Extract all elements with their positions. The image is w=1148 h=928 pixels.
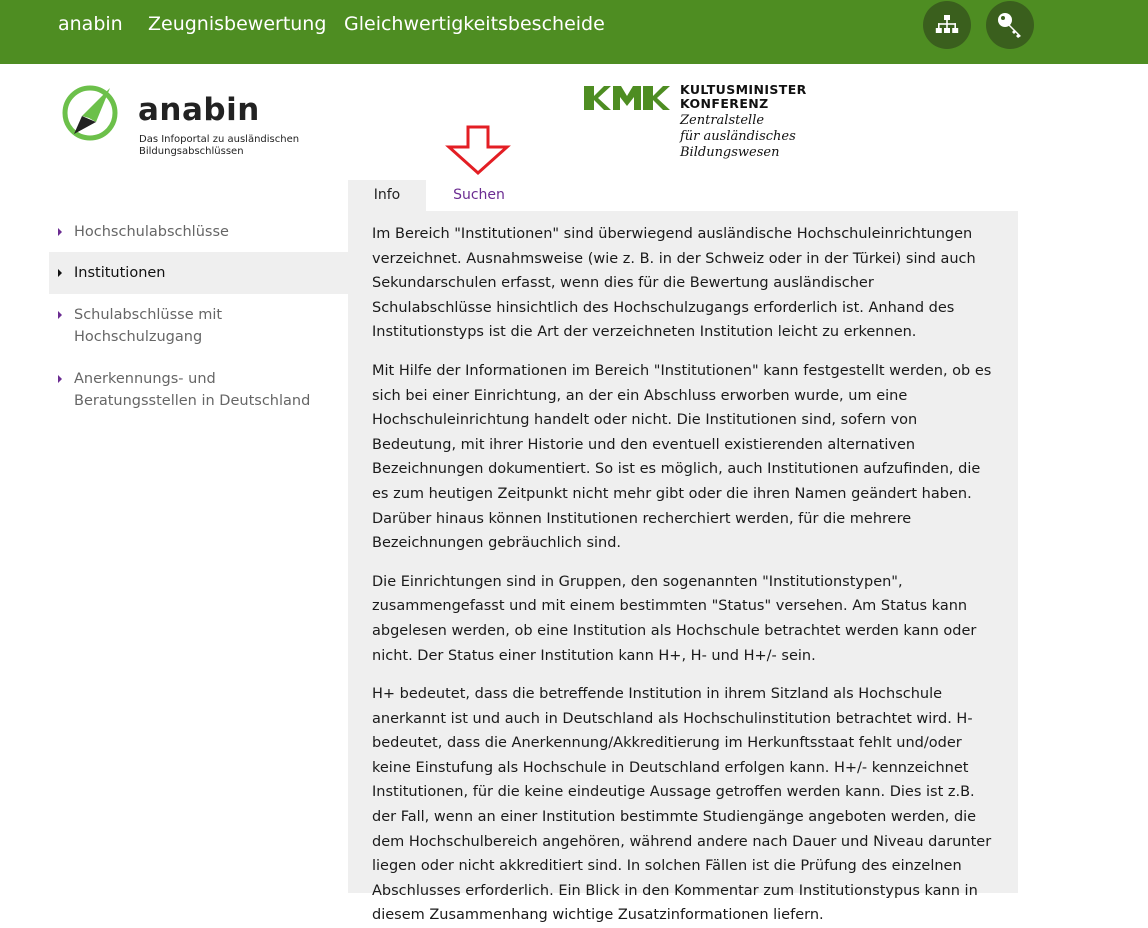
sidebar-item-hochschulabschluesse[interactable] [49, 212, 348, 252]
kmk-subtitle-line1: Zentralstelle [680, 113, 765, 128]
info-paragraph: Die Einrichtungen sind in Gruppen, den sogenannten "Institutionstypen", zusammengefasst und mit einem bestimmten "Status" versehen. Am Status kann abgelesen werden, ob eine Institution als Hochschule betrachtet werden kann oder nicht. Der Status einer Institution kann H+, H- und H+/- sein. [372, 573, 977, 664]
sidebar [49, 212, 348, 422]
info-paragraph: H+ bedeutet, dass die betreffende Institution in ihrem Sitzland als Hochschule anerkannt ist und auch in Deutschland als Hochschulinstitution betrachtet wird. H- bedeutet, dass die Anerkennung/Akkreditierung im Herkunftsstaat fehlt und/oder keine Einstufung als Hochschule in Deutschland erfolgen kann. H+/- kennzeichnet Institutionen, für die keine eindeutige Aussage getroffen werden kann. Dies ist z.B. der Fall, wenn an einer Institution bestimmte Studiengänge angeboten werden, die dem Hochschulbereich angehören, während andere nach Dauer und Niveau darunter liegen oder nicht akkreditiert sind. In solchen Fällen ist die Prüfung des einzelnen Abschlusses erforderlich. Ein Blick in den Kommentar zum Institutionstypus kann in diesem Zusammenhang wichtige Zusatzinformationen liefern. [372, 686, 992, 924]
red-arrow-annotation [447, 125, 511, 175]
sidebar-item-anerkennungsstellen[interactable] [49, 358, 348, 422]
kmk-title [680, 83, 807, 111]
kmk-subtitle-line3: Bildungswesen [680, 145, 780, 160]
info-paragraph: Im Bereich "Institutionen" sind überwiegend ausländische Hochschuleinrichtungen verzeichnet. Ausnahmsweise (wie z. B. in der Schweiz oder in der Türkei) sind auch Sekundarschulen erfasst, wenn dies für die Bewertung ausländischer Schulabschlüsse hinsichtlich des Hochschulzugangs erforderlich ist. Anhand des Institutionstyps ist die Art der verzeichneten Institution leicht zu erkennen. [372, 226, 976, 341]
sidebar-item-label: Anerkennungs- und Beratungsstellen in Deutschland [74, 371, 311, 409]
anabin-wordmark: anabin [138, 92, 260, 128]
top-navigation-bar [0, 0, 1148, 64]
kmk-mark-icon [584, 84, 670, 112]
nav-gleichwertigkeitsbescheide-link[interactable]: Gleichwertigkeitsbescheide [344, 13, 605, 35]
sidebar-item-label: Schulabschlüsse mit Hochschulzugang [74, 307, 223, 345]
info-paragraph: Mit Hilfe der Informationen im Bereich "Institutionen" kann festgestellt werden, ob es sich bei einer Einrichtung, an der ein Abschluss erworben wurde, um eine Hochschuleinrichtung handelt oder nicht. Die Institutionen sind, sofern von Bedeutung, mit ihrer Historie und den eventuell existierenden alternativen Bezeichnungen dokumentiert. So ist es möglich, auch Institutionen aufzufinden, die es zum heutigen Zeitpunkt nicht mehr gibt oder die ihren Namen geändert haben. Darüber hinaus können Institutionen recherchiert werden, für die mehrere Bezeichnungen gebräuchlich sind. [372, 362, 992, 552]
kmk-title-line1: KULTUSMINISTER [680, 82, 807, 97]
kmk-title-line2: KONFERENZ [680, 96, 769, 111]
info-content-panel [348, 211, 1018, 924]
anabin-tagline-line2: Bildungsabschlüssen [139, 146, 244, 157]
caret-right-icon [58, 228, 62, 236]
tab-suchen[interactable]: Suchen [453, 187, 505, 203]
anabin-tagline [139, 134, 299, 158]
sidebar-item-label: Hochschulabschlüsse [74, 224, 229, 240]
nav-zeugnisbewertung-link[interactable]: Zeugnisbewertung [148, 13, 327, 35]
caret-right-icon [58, 311, 62, 319]
key-icon [996, 11, 1024, 39]
tab-info[interactable]: Info [348, 180, 426, 211]
caret-right-icon [58, 375, 62, 383]
anabin-tagline-line1: Das Infoportal zu ausländischen [139, 134, 300, 145]
nav-anabin-link[interactable]: anabin [58, 13, 123, 35]
sidebar-item-institutionen[interactable] [49, 252, 348, 294]
sitemap-icon [934, 14, 960, 36]
sidebar-item-label: Institutionen [74, 265, 166, 281]
login-key-button[interactable] [986, 1, 1034, 49]
kmk-subtitle-line2: für ausländisches [680, 129, 796, 144]
sidebar-item-schulabschluesse[interactable] [49, 294, 348, 358]
caret-right-icon [58, 269, 62, 277]
kmk-subtitle [680, 113, 796, 161]
compass-logo-icon [60, 82, 122, 144]
sitemap-button[interactable] [923, 1, 971, 49]
